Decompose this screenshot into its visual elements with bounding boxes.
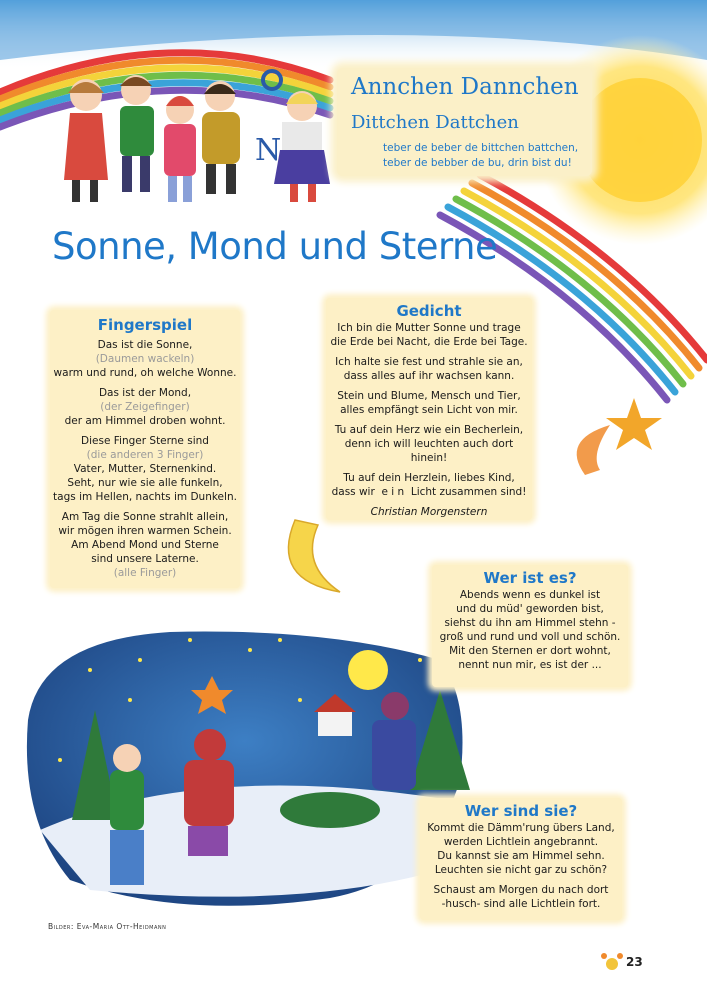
fingerspiel-stanza: Das ist die Sonne, (Daumen wackeln) warm und rund, oh welche Wonne. — [53, 339, 237, 379]
riddle-line: nennt nun mir, es ist der ... — [458, 659, 602, 671]
riddle-line: groß und rund und voll und schön. — [439, 631, 621, 643]
fingerspiel-heading: Fingerspiel — [97, 316, 193, 334]
rhyme-line-2: teber de bebber de bu, drin bist du! — [383, 157, 572, 169]
gedicht-stanza: Tu auf dein Herz wie ein Becherlein, denn ich will leuchten auch dort hinein! — [334, 424, 524, 464]
wer-ist-es-box — [432, 565, 628, 687]
fingerspiel-stanza: Diese Finger Sterne sind (die anderen 3 Finger) Vater, Mutter, Sternenkind. Seht, nur wie sie alle funkeln, tags im Hellen, nachts im Dunkeln. — [53, 435, 237, 503]
rhyme-title-1: Annchen Dannchen — [351, 74, 579, 100]
rhyme-box — [337, 68, 592, 176]
gedicht-stanza: Tu auf dein Herzlein, liebes Kind, dass wir e i n Licht zusammen sind! — [331, 472, 527, 498]
riddle-line: und du müd' geworden bist, — [456, 603, 604, 615]
gedicht-stanza: Stein und Blume, Mensch und Tier, alles empfängt sein Licht von mir. — [337, 390, 521, 416]
wer-sind-sie-box — [420, 798, 622, 920]
image-credit: Bilder: Eva-Maria Ott-Heidmann — [48, 922, 167, 931]
riddle-stanza: Schaust am Morgen du nach dort -husch- sind alle Lichtlein fort. — [433, 884, 609, 910]
fingerspiel-box — [50, 310, 240, 588]
riddle-line: siehst du ihn am Himmel stehn - — [444, 617, 616, 629]
riddle-stanza: Kommt die Dämm'rung übers Land, werden Lichtlein angebrannt. Du kannst sie am Himmel sehn. Leuchten sie nicht gar zu schön? — [427, 822, 615, 876]
rhyme-line-1: teber de beber de bittchen battchen, — [383, 142, 579, 154]
gedicht-box — [326, 298, 532, 520]
night-scene — [27, 632, 470, 906]
rhyme-title-2: Dittchen Dattchen — [351, 112, 519, 133]
riddle-line: Mit den Sternen er dort wohnt, — [449, 645, 611, 657]
gedicht-author: Christian Morgenstern — [370, 506, 488, 518]
wer-sind-sie-heading: Wer sind sie? — [464, 802, 578, 820]
fingerspiel-stanza: Das ist der Mond, (der Zeigefinger) der am Himmel droben wohnt. — [64, 387, 226, 427]
svg-text:N: N — [255, 133, 282, 168]
gedicht-heading: Gedicht — [396, 302, 462, 320]
gedicht-stanza: Ich bin die Mutter Sonne und trage die Erde bei Nacht, die Erde bei Tage. — [330, 322, 528, 348]
fingerspiel-stanza: Am Tag die Sonne strahlt allein, wir mögen ihren warmen Schein. Am Abend Mond und Sterne sind unsere Laterne. (alle Finger) — [58, 511, 232, 579]
wer-ist-es-heading: Wer ist es? — [483, 569, 577, 587]
shooting-star — [577, 398, 662, 475]
page-title: Sonne, Mond und Sterne — [52, 225, 498, 268]
page-number: 23 — [626, 955, 643, 969]
riddle-line: Abends wenn es dunkel ist — [459, 589, 601, 601]
sun-flower-icon — [601, 953, 623, 970]
crescent-moon — [288, 520, 340, 592]
gedicht-stanza: Ich halte sie fest und strahle sie an, dass alles auf ihr wachsen kann. — [335, 356, 523, 382]
